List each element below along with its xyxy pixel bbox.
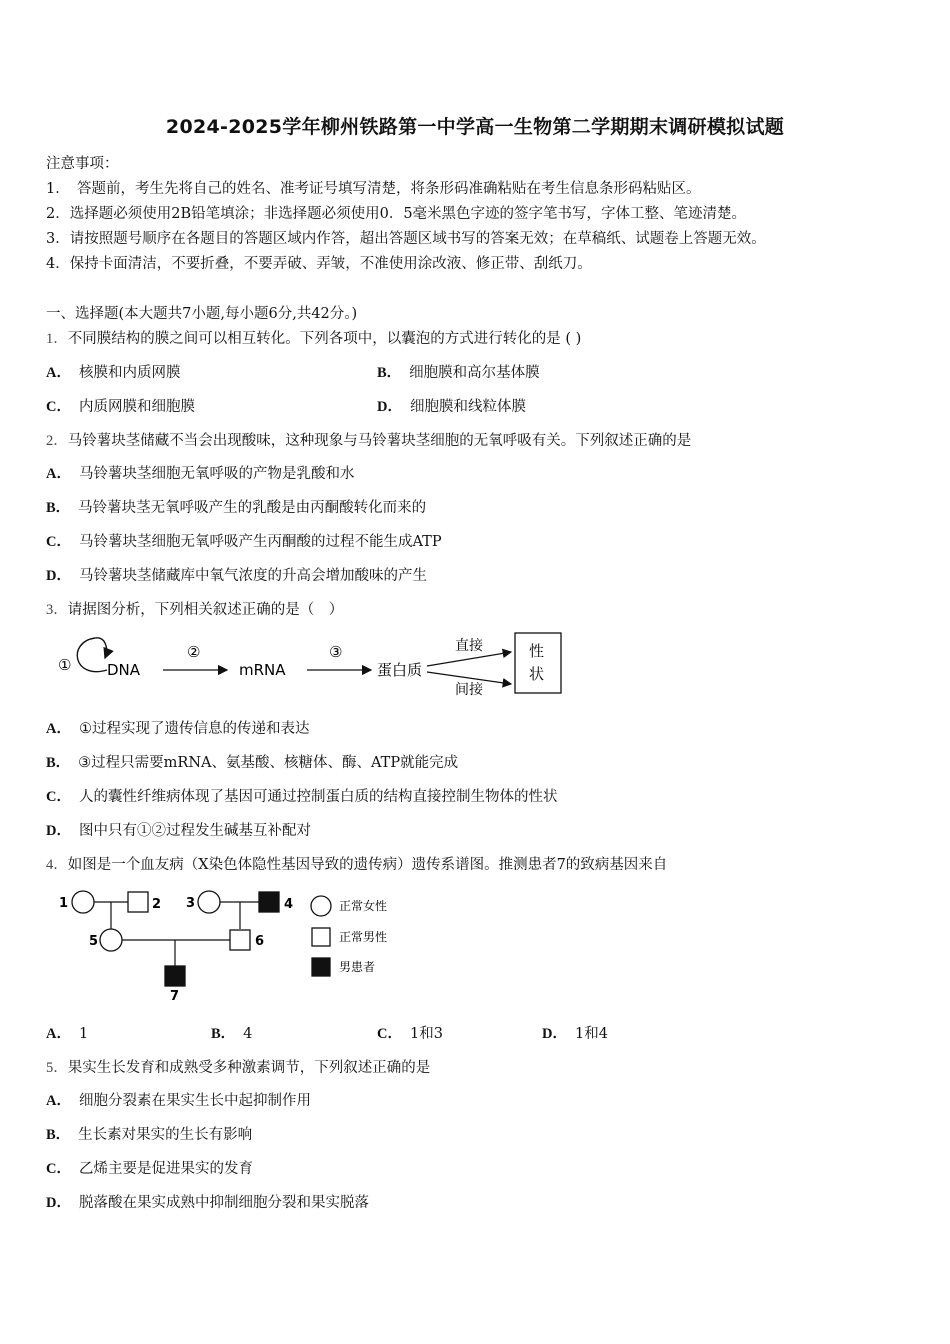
question-text: 马铃薯块茎储藏不当会出现酸味，这种现象与马铃薯块茎细胞的无氧呼吸有关。下列叙述正确的是 xyxy=(67,433,692,449)
trait-label-2: 状 xyxy=(529,665,545,683)
notice-item: 1． 答题前，考生先将自己的姓名、准考证号填写清楚，将条形码准确粘贴在考生信息条形码粘贴区。 xyxy=(46,181,701,197)
option-text: 4 xyxy=(243,1026,253,1042)
q3-option-c[interactable] xyxy=(46,785,557,806)
id-4: 4 xyxy=(284,897,294,912)
option-text: 1 xyxy=(78,1026,89,1042)
question-2-stem xyxy=(46,429,691,450)
replication-loop-arrow xyxy=(77,638,107,672)
q4-option-b[interactable] xyxy=(211,1022,252,1043)
q5-option-a[interactable] xyxy=(46,1089,311,1110)
option-label: C． xyxy=(46,1161,71,1177)
option-label: C． xyxy=(46,534,71,550)
question-number: 5． xyxy=(46,1060,68,1076)
question-1-stem xyxy=(46,327,581,348)
section-heading: 一、选择题(本大题共7小题,每小题6分,共42分。) xyxy=(46,306,358,322)
option-text: 1和3 xyxy=(409,1026,443,1042)
option-text: 脱落酸在果实成熟中抑制细胞分裂和果实脱落 xyxy=(78,1195,369,1211)
option-text: 马铃薯块茎无氧呼吸产生的乳酸是由丙酮酸转化而来的 xyxy=(78,500,427,516)
q1-option-c[interactable] xyxy=(46,395,195,416)
direct-arrow xyxy=(427,652,511,666)
option-text: 内质网膜和细胞膜 xyxy=(78,399,195,415)
option-text: 细胞膜和线粒体膜 xyxy=(409,399,526,415)
q1-option-b[interactable] xyxy=(377,361,540,382)
option-text: 马铃薯块茎储藏库中氧气浓度的升高会增加酸味的产生 xyxy=(78,568,427,584)
q2-option-d[interactable] xyxy=(46,564,427,585)
indirect-label: 间接 xyxy=(455,682,483,698)
notice-heading: 注意事项： xyxy=(46,156,119,172)
individual-3-female xyxy=(198,891,220,913)
q4-option-c[interactable] xyxy=(377,1022,443,1043)
q5-option-b[interactable] xyxy=(46,1123,252,1144)
q4-option-a[interactable] xyxy=(46,1022,88,1043)
option-label: D． xyxy=(542,1026,567,1042)
id-2: 2 xyxy=(152,897,162,912)
option-label: D． xyxy=(46,823,71,839)
q5-option-d[interactable] xyxy=(46,1191,369,1212)
gene-expression-diagram xyxy=(55,628,580,700)
legend-normal-female: 正常女性 xyxy=(339,899,388,913)
question-number: 2． xyxy=(46,433,68,449)
option-label: A． xyxy=(46,1093,71,1109)
direct-label: 直接 xyxy=(455,638,483,654)
option-text: 乙烯主要是促进果实的发育 xyxy=(78,1161,253,1177)
individual-4-affected-male xyxy=(259,892,279,912)
legend-normal-male: 正常男性 xyxy=(339,930,388,944)
individual-6-male xyxy=(230,930,250,950)
id-6: 6 xyxy=(255,934,265,949)
protein-label: 蛋白质 xyxy=(377,661,423,679)
notice-item: 2．选择题必须使用2B铅笔填涂；非选择题必须使用0．5毫米黑色字迹的签字笔书写，字体工整、笔迹清楚。 xyxy=(46,206,747,222)
option-label: A． xyxy=(46,1026,71,1042)
question-text: 如图是一个血友病（X染色体隐性基因导致的遗传病）遗传系谱图。推测患者7的致病基因来自 xyxy=(67,857,668,873)
question-text: 请据图分析，下列相关叙述正确的是（ ） xyxy=(67,602,344,618)
page-title: 2024-2025学年柳州铁路第一中学高一生物第二学期期末调研模拟试题 xyxy=(165,116,785,138)
option-text: 细胞膜和高尔基体膜 xyxy=(409,365,540,381)
option-text: 人的囊性纤维病体现了基因可通过控制蛋白质的结构直接控制生物体的性状 xyxy=(78,789,558,805)
option-label: B． xyxy=(46,755,71,771)
q1-option-a[interactable] xyxy=(46,361,180,382)
id-1: 1 xyxy=(59,896,69,911)
step-2-label: ② xyxy=(187,643,201,661)
option-text: 马铃薯块茎细胞无氧呼吸产生丙酮酸的过程不能生成ATP xyxy=(78,534,442,550)
option-label: D． xyxy=(46,568,71,584)
legend-affected-icon xyxy=(312,958,330,976)
option-text: 马铃薯块茎细胞无氧呼吸的产物是乳酸和水 xyxy=(78,466,355,482)
q5-option-c[interactable] xyxy=(46,1157,253,1178)
option-text: ③过程只需要mRNA、氨基酸、核糖体、酶、ATP就能完成 xyxy=(78,755,459,771)
question-5-stem xyxy=(46,1056,430,1077)
option-text: 1和4 xyxy=(574,1026,608,1042)
option-label: C． xyxy=(46,789,71,805)
option-label: D． xyxy=(46,1195,71,1211)
question-3-stem xyxy=(46,598,343,619)
individual-7-affected-male xyxy=(165,966,185,986)
option-text: 核膜和内质网膜 xyxy=(78,365,181,381)
q3-option-a[interactable] xyxy=(46,717,309,738)
id-5: 5 xyxy=(89,934,99,949)
option-label: A． xyxy=(46,365,71,381)
notice-item: 3．请按照题号顺序在各题目的答题区域内作答，超出答题区域书写的答案无效；在草稿纸、试题卷上答题无效。 xyxy=(46,231,766,247)
notice-item: 4．保持卡面清洁，不要折叠，不要弄破、弄皱，不准使用涂改液、修正带、刮纸刀。 xyxy=(46,256,592,272)
q2-option-b[interactable] xyxy=(46,496,426,517)
question-number: 1． xyxy=(46,331,68,347)
q3-option-d[interactable] xyxy=(46,819,311,840)
option-label: B． xyxy=(46,500,71,516)
q2-option-c[interactable] xyxy=(46,530,442,551)
option-label: B． xyxy=(377,365,402,381)
legend-affected-male: 男患者 xyxy=(339,960,376,974)
option-text: 生长素对果实的生长有影响 xyxy=(78,1127,253,1143)
legend-male-icon xyxy=(312,928,330,946)
question-4-stem xyxy=(46,853,667,874)
q4-option-d[interactable] xyxy=(542,1022,608,1043)
step-3-label: ③ xyxy=(329,643,343,661)
option-label: B． xyxy=(211,1026,236,1042)
individual-5-female xyxy=(100,929,122,951)
individual-1-female xyxy=(72,891,94,913)
id-7: 7 xyxy=(170,989,180,1002)
q1-option-d[interactable] xyxy=(377,395,526,416)
q2-option-a[interactable] xyxy=(46,462,354,483)
option-label: C． xyxy=(377,1026,402,1042)
trait-label-1: 性 xyxy=(529,642,545,660)
question-text: 果实生长发育和成熟受多种激素调节，下列叙述正确的是 xyxy=(67,1060,431,1076)
step-1-label: ① xyxy=(58,656,72,674)
option-label: A． xyxy=(46,721,71,737)
id-3: 3 xyxy=(186,896,196,911)
option-text: 细胞分裂素在果实生长中起抑制作用 xyxy=(78,1093,311,1109)
option-text: 图中只有①②过程发生碱基互补配对 xyxy=(78,823,311,839)
dna-label: DNA xyxy=(107,661,141,679)
question-number: 4． xyxy=(46,857,68,873)
question-text: 不同膜结构的膜之间可以相互转化。下列各项中，以囊泡的方式进行转化的是 ( ) xyxy=(67,331,582,347)
q3-option-b[interactable] xyxy=(46,751,458,772)
option-label: D． xyxy=(377,399,402,415)
legend-female-icon xyxy=(311,896,331,916)
individual-2-male xyxy=(128,892,148,912)
pedigree-chart xyxy=(55,884,400,1002)
option-label: C． xyxy=(46,399,71,415)
option-text: ①过程实现了遗传信息的传递和表达 xyxy=(78,721,310,737)
option-label: B． xyxy=(46,1127,71,1143)
mrna-label: mRNA xyxy=(239,661,286,679)
option-label: A． xyxy=(46,466,71,482)
question-number: 3． xyxy=(46,602,68,618)
